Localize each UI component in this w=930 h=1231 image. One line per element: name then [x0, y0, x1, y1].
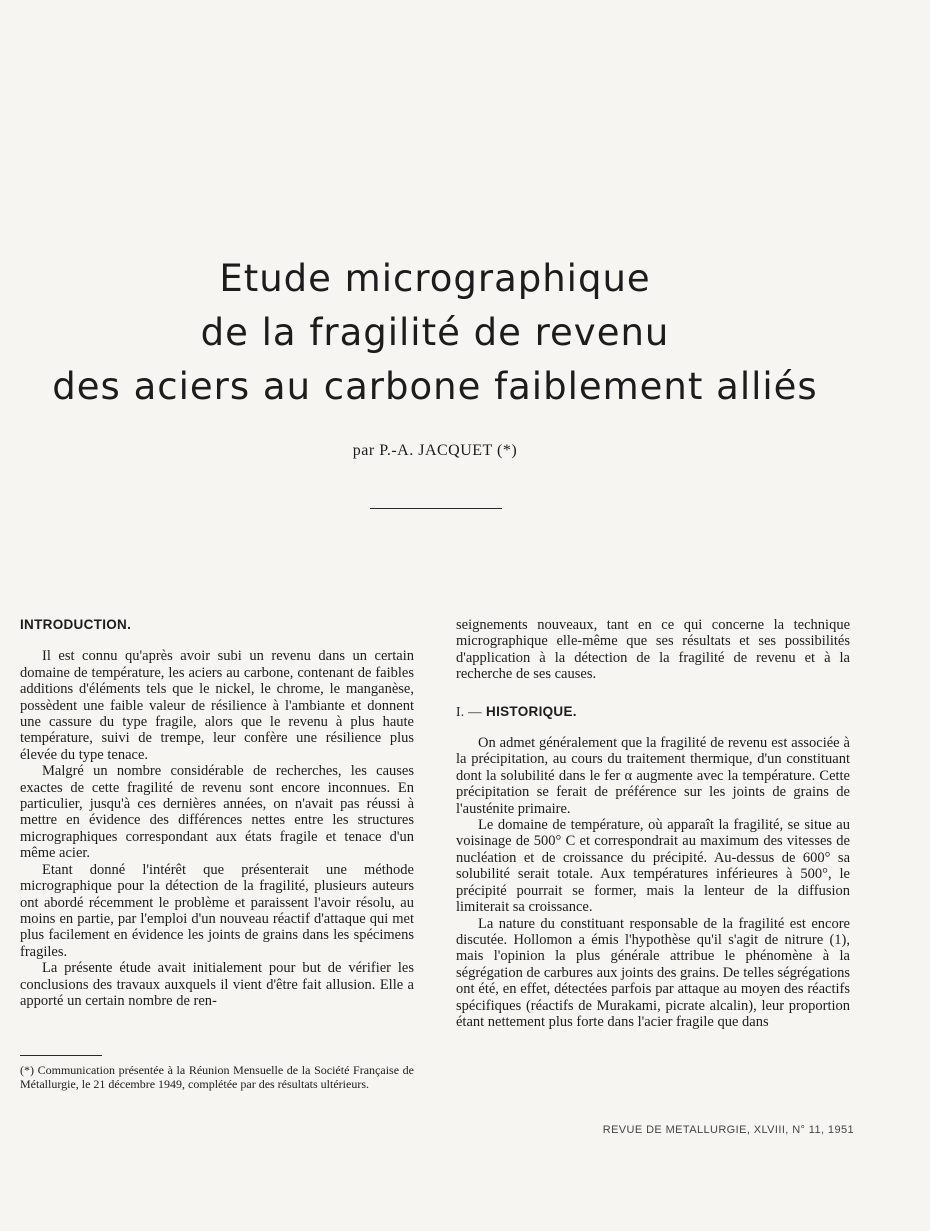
body-paragraph: La présente étude avait initialement pour but de vérifier les conclusions des travaux auxquels il vient d'être fait allusion. Elle a apporté un certain nombre de ren-	[20, 960, 414, 1009]
running-footer: REVUE DE METALLURGIE, XLVIII, N° 11, 1951	[602, 1124, 854, 1136]
section-heading-introduction: INTRODUCTION.	[20, 617, 132, 632]
title-line: de la fragilité de revenu	[200, 311, 670, 354]
body-paragraph: Malgré un nombre considérable de recherches, les causes exactes de cette fragilité de revenu sont encore inconnues. En particulier, jusqu'à ces dernières années, on n'avait pas réussi à mettre en évidence des différences nettes entre les structures micrographiques correspondant aux états fragile et tenace d'un même acier.	[20, 763, 414, 862]
body-paragraph: La nature du constituant responsable de la fragilité est encore discutée. Hollomon a émis l'hypothèse qu'il s'agit de nitrure (1), mais l'opinion la plus générale attribue le phénomène à la ségrégation de carbures aux joints des grains. De telles ségrégations ont été, en effet, détectées parfois par attaque au moyen des réactifs spécifiques (réactifs de Murakami, picrate alcalin), leur proportion étant nettement plus forte dans l'acier fragile que dans	[456, 915, 850, 1030]
footnote-divider	[20, 1055, 102, 1056]
section-number: I. —	[456, 703, 482, 719]
left-column	[20, 617, 414, 1009]
body-paragraph: Il est connu qu'après avoir subi un revenu dans un certain domaine de température, les aciers au carbone, contenant de faibles additions d'éléments tels que le nickel, le chrome, le manganèse, possèdent une faible valeur de résilience à l'ambiante et donnent une cassure du type fragile, alors que le revenu à plus haute température, suivi de trempe, leur confère une résilience plus élevée du type tenace.	[20, 648, 414, 763]
section-heading-historique	[456, 704, 850, 720]
title-divider	[370, 508, 502, 509]
body-paragraph: Le domaine de température, où apparaît la fragilité, se situe au voisinage de 500° C et correspondrait au maximum des vitesses de nucléation et de croissance du précipité. Au-dessus de 600° sa solubilité serait totale. Aux températures inférieures à 500°, le précipité pourrait se former, mais la lenteur de la diffusion limiterait sa croissance.	[456, 817, 850, 916]
title-line: Etude micrographique	[219, 257, 651, 300]
body-paragraph: On admet généralement que la fragilité de revenu est associée à la précipitation, au cours du traitement thermique, d'un constituant dont la solubilité dans le fer α augmente avec la température. Cette précipitation se ferait de préférence sur les joints de grains de l'austénite primaire.	[456, 735, 850, 817]
author-byline: par P.-A. JACQUET (*)	[352, 442, 518, 459]
article-title	[0, 252, 870, 414]
body-paragraph: Etant donné l'intérêt que présenterait une méthode micrographique pour la détection de la fragilité, plusieurs auteurs ont abordé récemment le problème et paraissent l'avoir résolu, au moins en partie, par l'emploi d'un nouveau réactif d'attaque qui met plus facilement en évidence les joints de grains dans les spécimens fragiles.	[20, 861, 414, 960]
title-line: des aciers au carbone faiblement alliés	[52, 365, 818, 408]
right-column	[456, 617, 850, 1030]
section-title: HISTORIQUE.	[486, 703, 577, 719]
footnote: (*) Communication présentée à la Réunion Mensuelle de la Société Française de Métallurgie, le 21 décembre 1949, complétée par des résultats ultérieurs.	[20, 1063, 414, 1091]
continued-paragraph: seignements nouveaux, tant en ce qui concerne la technique micrographique elle-même que ses résultats et ses possibilités d'application à la détection de la fragilité de revenu et à la recherche de ses causes.	[456, 617, 850, 683]
